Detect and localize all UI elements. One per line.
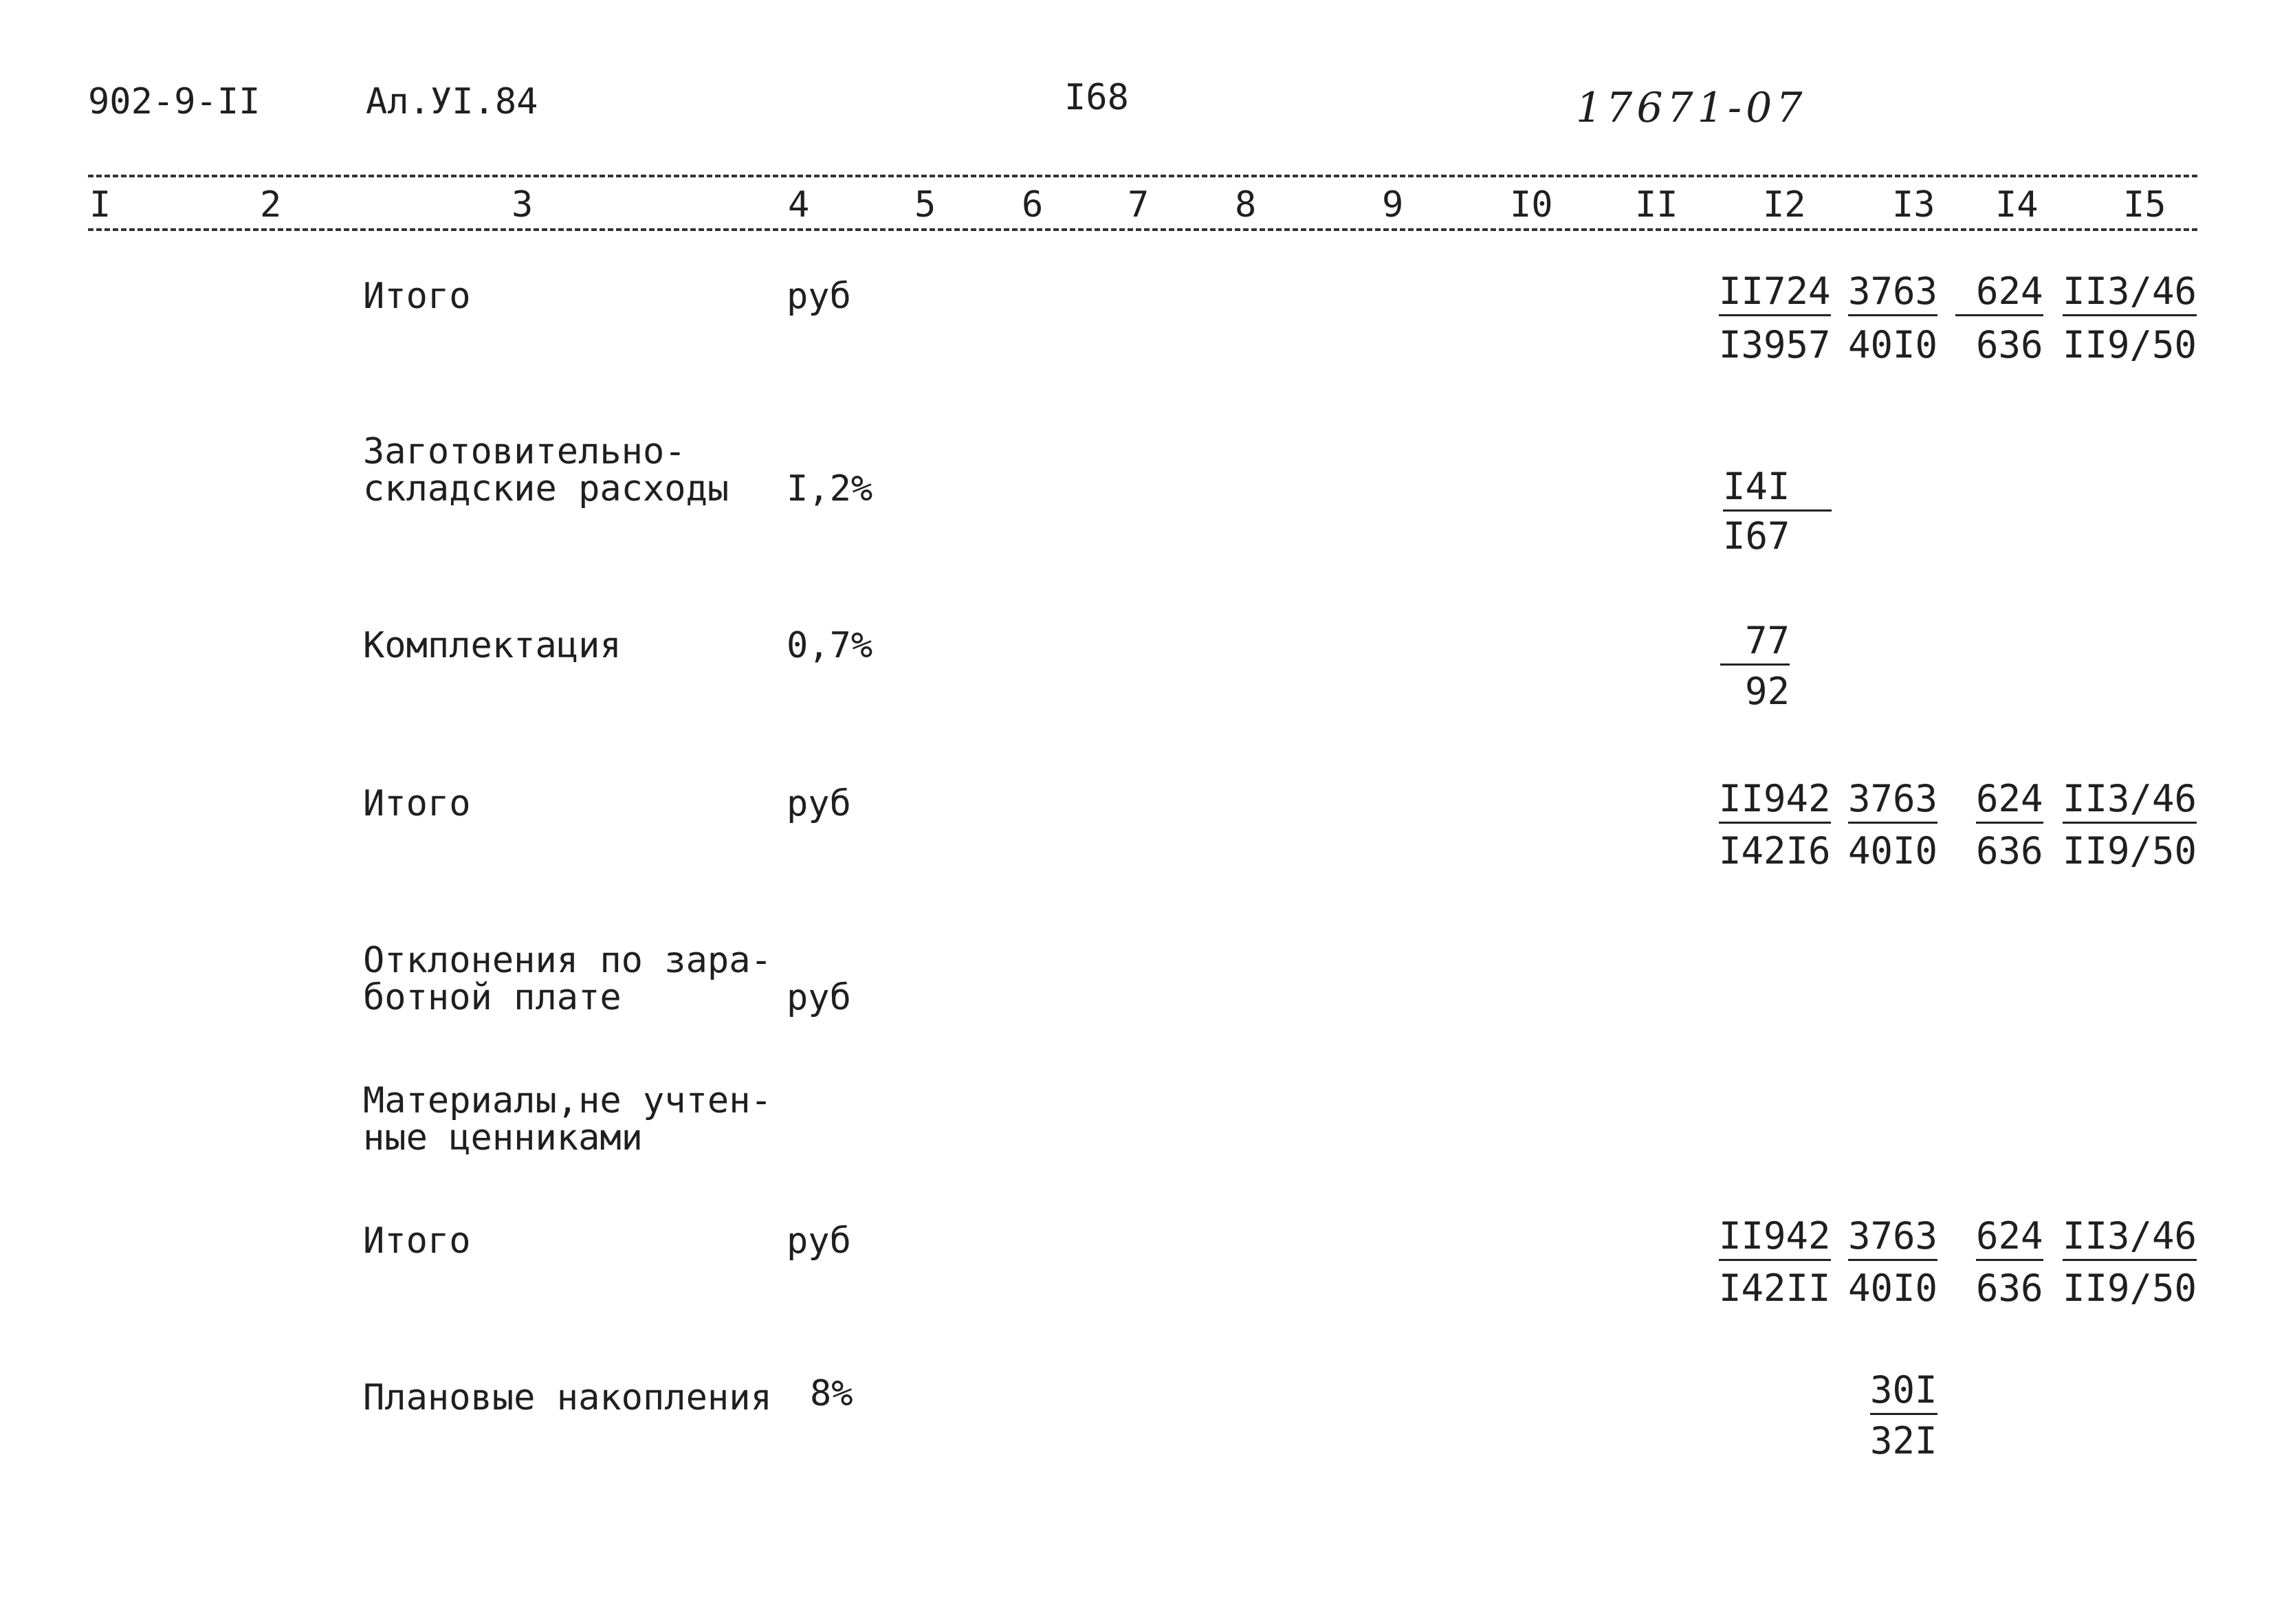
value-c14-top: 624 [1976, 1214, 2043, 1261]
row-label-line2: ные ценниками [363, 1117, 643, 1159]
page-number: I68 [1064, 77, 1129, 118]
row-label-line2: ботной плате [363, 977, 622, 1018]
value-c12-top: II942 [1719, 777, 1831, 824]
value-c12-bottom: I3957 [1719, 323, 1831, 366]
header-dash-bottom [88, 228, 2197, 231]
col-15: I5 [2123, 184, 2166, 226]
value-c12-top: II942 [1719, 1214, 1831, 1261]
row-unit: руб [787, 276, 851, 317]
value-c14-bottom: 636 [1976, 829, 2043, 873]
value-c14-top: 624 [1976, 777, 2043, 824]
col-1: I [89, 184, 111, 226]
value-c13-bottom: 40I0 [1848, 829, 1938, 873]
col-14: I4 [1995, 184, 2039, 226]
row-unit: 8% [810, 1373, 853, 1414]
value-c13-bottom: 40I0 [1848, 1266, 1938, 1310]
value-c14-top: 624 [1955, 270, 2043, 316]
row-unit: I,2% [787, 468, 873, 509]
row-label: Итого [363, 783, 471, 824]
col-4: 4 [788, 184, 810, 226]
value-c13-top: 3763 [1848, 777, 1937, 824]
value-c13-top: 3763 [1848, 270, 1937, 316]
value-c15-top: II3/46 [2063, 777, 2197, 824]
value-c12-top: II724 [1719, 270, 1831, 316]
value-c13-bottom: 40I0 [1848, 323, 1938, 366]
value-c14-bottom: 636 [1976, 1266, 2043, 1310]
doc-code: 902-9-II [88, 81, 261, 122]
value-c12-bottom: I42I6 [1719, 829, 1831, 873]
value-c15-bottom: II9/50 [2063, 1266, 2197, 1310]
row-label-line1: Заготовительно- [363, 431, 686, 472]
value-c13-bottom: 32I [1870, 1419, 1937, 1462]
value-c15-top: II3/46 [2063, 1214, 2197, 1261]
handwritten-number: 17671-07 [1576, 84, 1807, 132]
col-3: 3 [512, 184, 534, 226]
album-number: Ал.УI.84 [366, 81, 538, 122]
col-11: II [1635, 184, 1678, 226]
col-12: I2 [1763, 184, 1806, 226]
row-unit: руб [787, 1220, 851, 1262]
col-2: 2 [260, 184, 282, 226]
value-c12-bottom: I42II [1719, 1266, 1831, 1310]
row-label: Комплектация [363, 625, 622, 666]
col-8: 8 [1235, 184, 1257, 226]
col-10: I0 [1510, 184, 1553, 226]
row-unit: 0,7% [787, 625, 873, 666]
value-c15-bottom: II9/50 [2063, 829, 2197, 873]
value-c13-top: 30I [1870, 1368, 1937, 1415]
row-unit: руб [787, 977, 851, 1018]
col-9: 9 [1382, 184, 1404, 226]
value-c12-bottom: I67 [1723, 514, 1790, 558]
value-c15-top: II3/46 [2063, 270, 2197, 316]
col-6: 6 [1022, 184, 1044, 226]
value-c15-bottom: II9/50 [2063, 323, 2197, 366]
value-c12-top: 77 [1720, 619, 1790, 666]
row-label-line2: складские расходы [363, 468, 729, 509]
row-label: Плановые накопления [363, 1377, 772, 1418]
value-c13-top: 3763 [1848, 1214, 1937, 1261]
value-c12-bottom: 92 [1745, 670, 1790, 713]
col-5: 5 [914, 184, 936, 226]
col-7: 7 [1128, 184, 1150, 226]
col-13: I3 [1892, 184, 1935, 226]
row-label: Итого [363, 276, 471, 317]
row-unit: руб [787, 783, 851, 824]
value-c14-bottom: 636 [1976, 323, 2043, 366]
row-label: Итого [363, 1220, 471, 1262]
value-c12-top: I4I [1723, 465, 1832, 512]
header-dash-top [88, 175, 2197, 177]
row-label-line1: Отклонения по зара- [363, 940, 772, 981]
row-label-line1: Материалы,не учтен- [363, 1080, 772, 1121]
